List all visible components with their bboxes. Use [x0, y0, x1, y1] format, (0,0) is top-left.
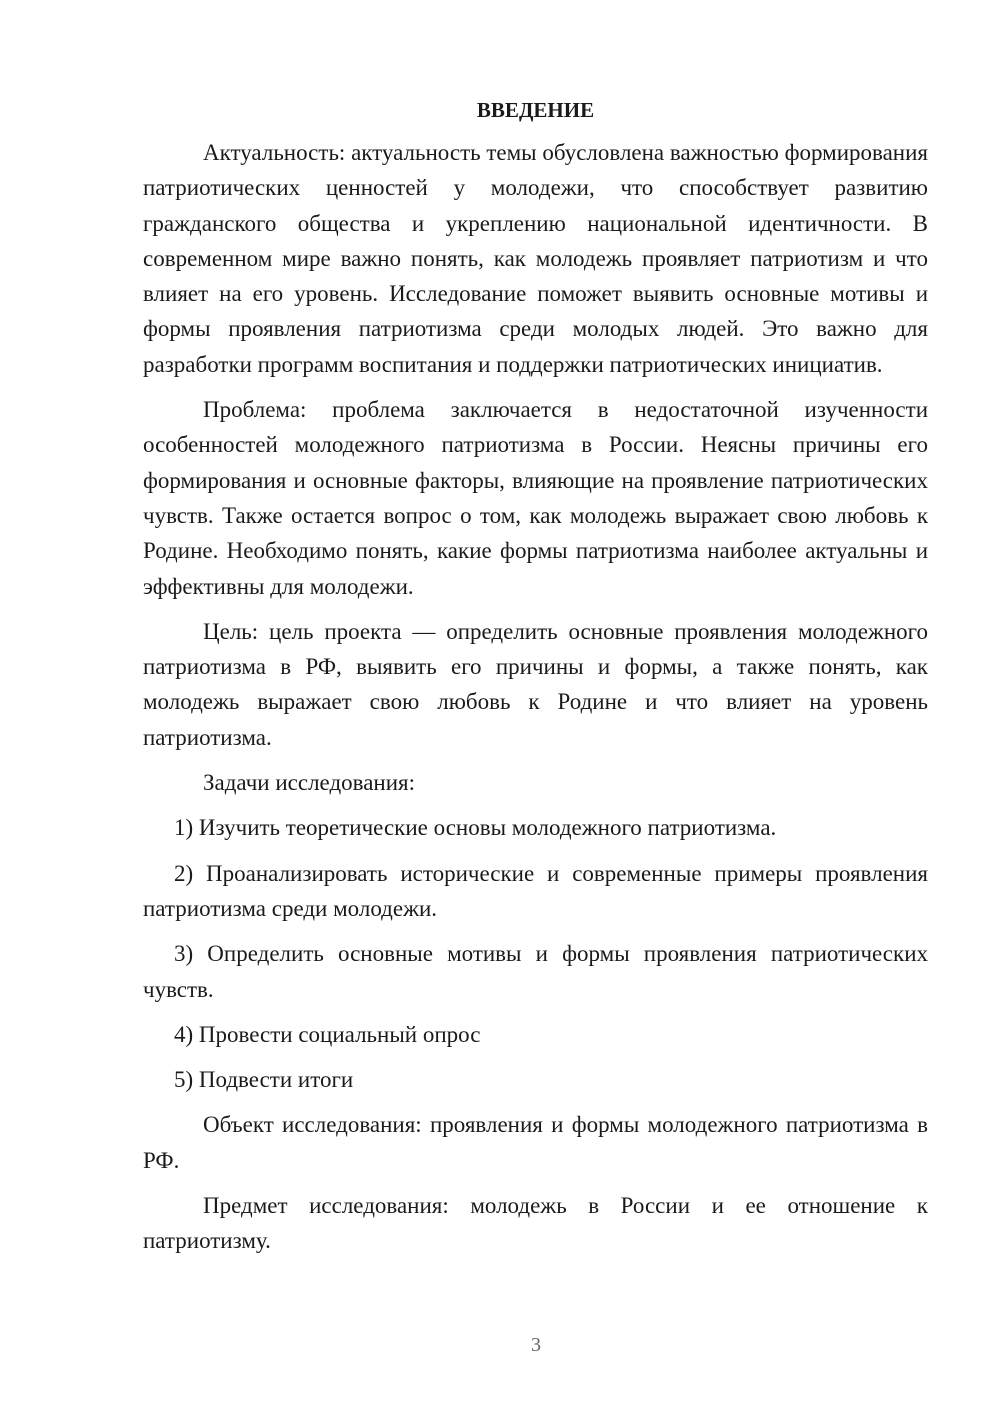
goal-paragraph: Цель: цель проекта — определить основные проявления молодежного патриотизма в РФ, выявить его причины и формы, а также понять, как молодежь выражает свою любовь к Родине и что влияет на уровень патриотизма. [143, 618, 928, 750]
page-number: 3 [531, 1334, 541, 1356]
section-heading: ВВЕДЕНИЕ [476, 98, 595, 122]
task-item-3: 3) Определить основные мотивы и формы проявления патриотических чувств. [143, 941, 928, 1002]
tasks-title: Задачи исследования: [203, 770, 416, 796]
object-paragraph: Объект исследования: проявления и формы молодежного патриотизма в РФ. [143, 1112, 928, 1173]
relevance-paragraph: Актуальность: актуальность темы обусловлена важностью формирования патриотических ценностей у молодежи, что способствует развитию гражданского общества и укреплению национальной идентичности. В современном мире важно понять, как молодежь проявляет патриотизм и что влияет на его уровень. Исследование поможет выявить основные мотивы и формы проявления патриотизма среди молодых людей. Это важно для разработки программ воспитания и поддержки патриотических инициатив. [143, 140, 928, 377]
task-item-2: 2) Проанализировать исторические и современные примеры проявления патриотизма среди молодежи. [143, 860, 928, 921]
page-content [143, 95, 928, 1259]
task-item-4: 4) Провести социальный опрос [174, 1021, 481, 1047]
subject-paragraph: Предмет исследования: молодежь в России и ее отношение к патриотизму. [143, 1193, 928, 1254]
problem-paragraph: Проблема: проблема заключается в недостаточной изученности особенностей молодежного патриотизма в России. Неясны причины его формирования и основные факторы, влияющие на проявление патриотических чувств. Также остается вопрос о том, как молодежь выражает свою любовь к Родине. Необходимо понять, какие формы патриотизма наиболее актуальны и эффективны для молодежи. [143, 397, 928, 599]
task-item-1: 1) Изучить теоретические основы молодежного патриотизма. [174, 815, 777, 841]
task-item-5: 5) Подвести итоги [174, 1067, 354, 1093]
